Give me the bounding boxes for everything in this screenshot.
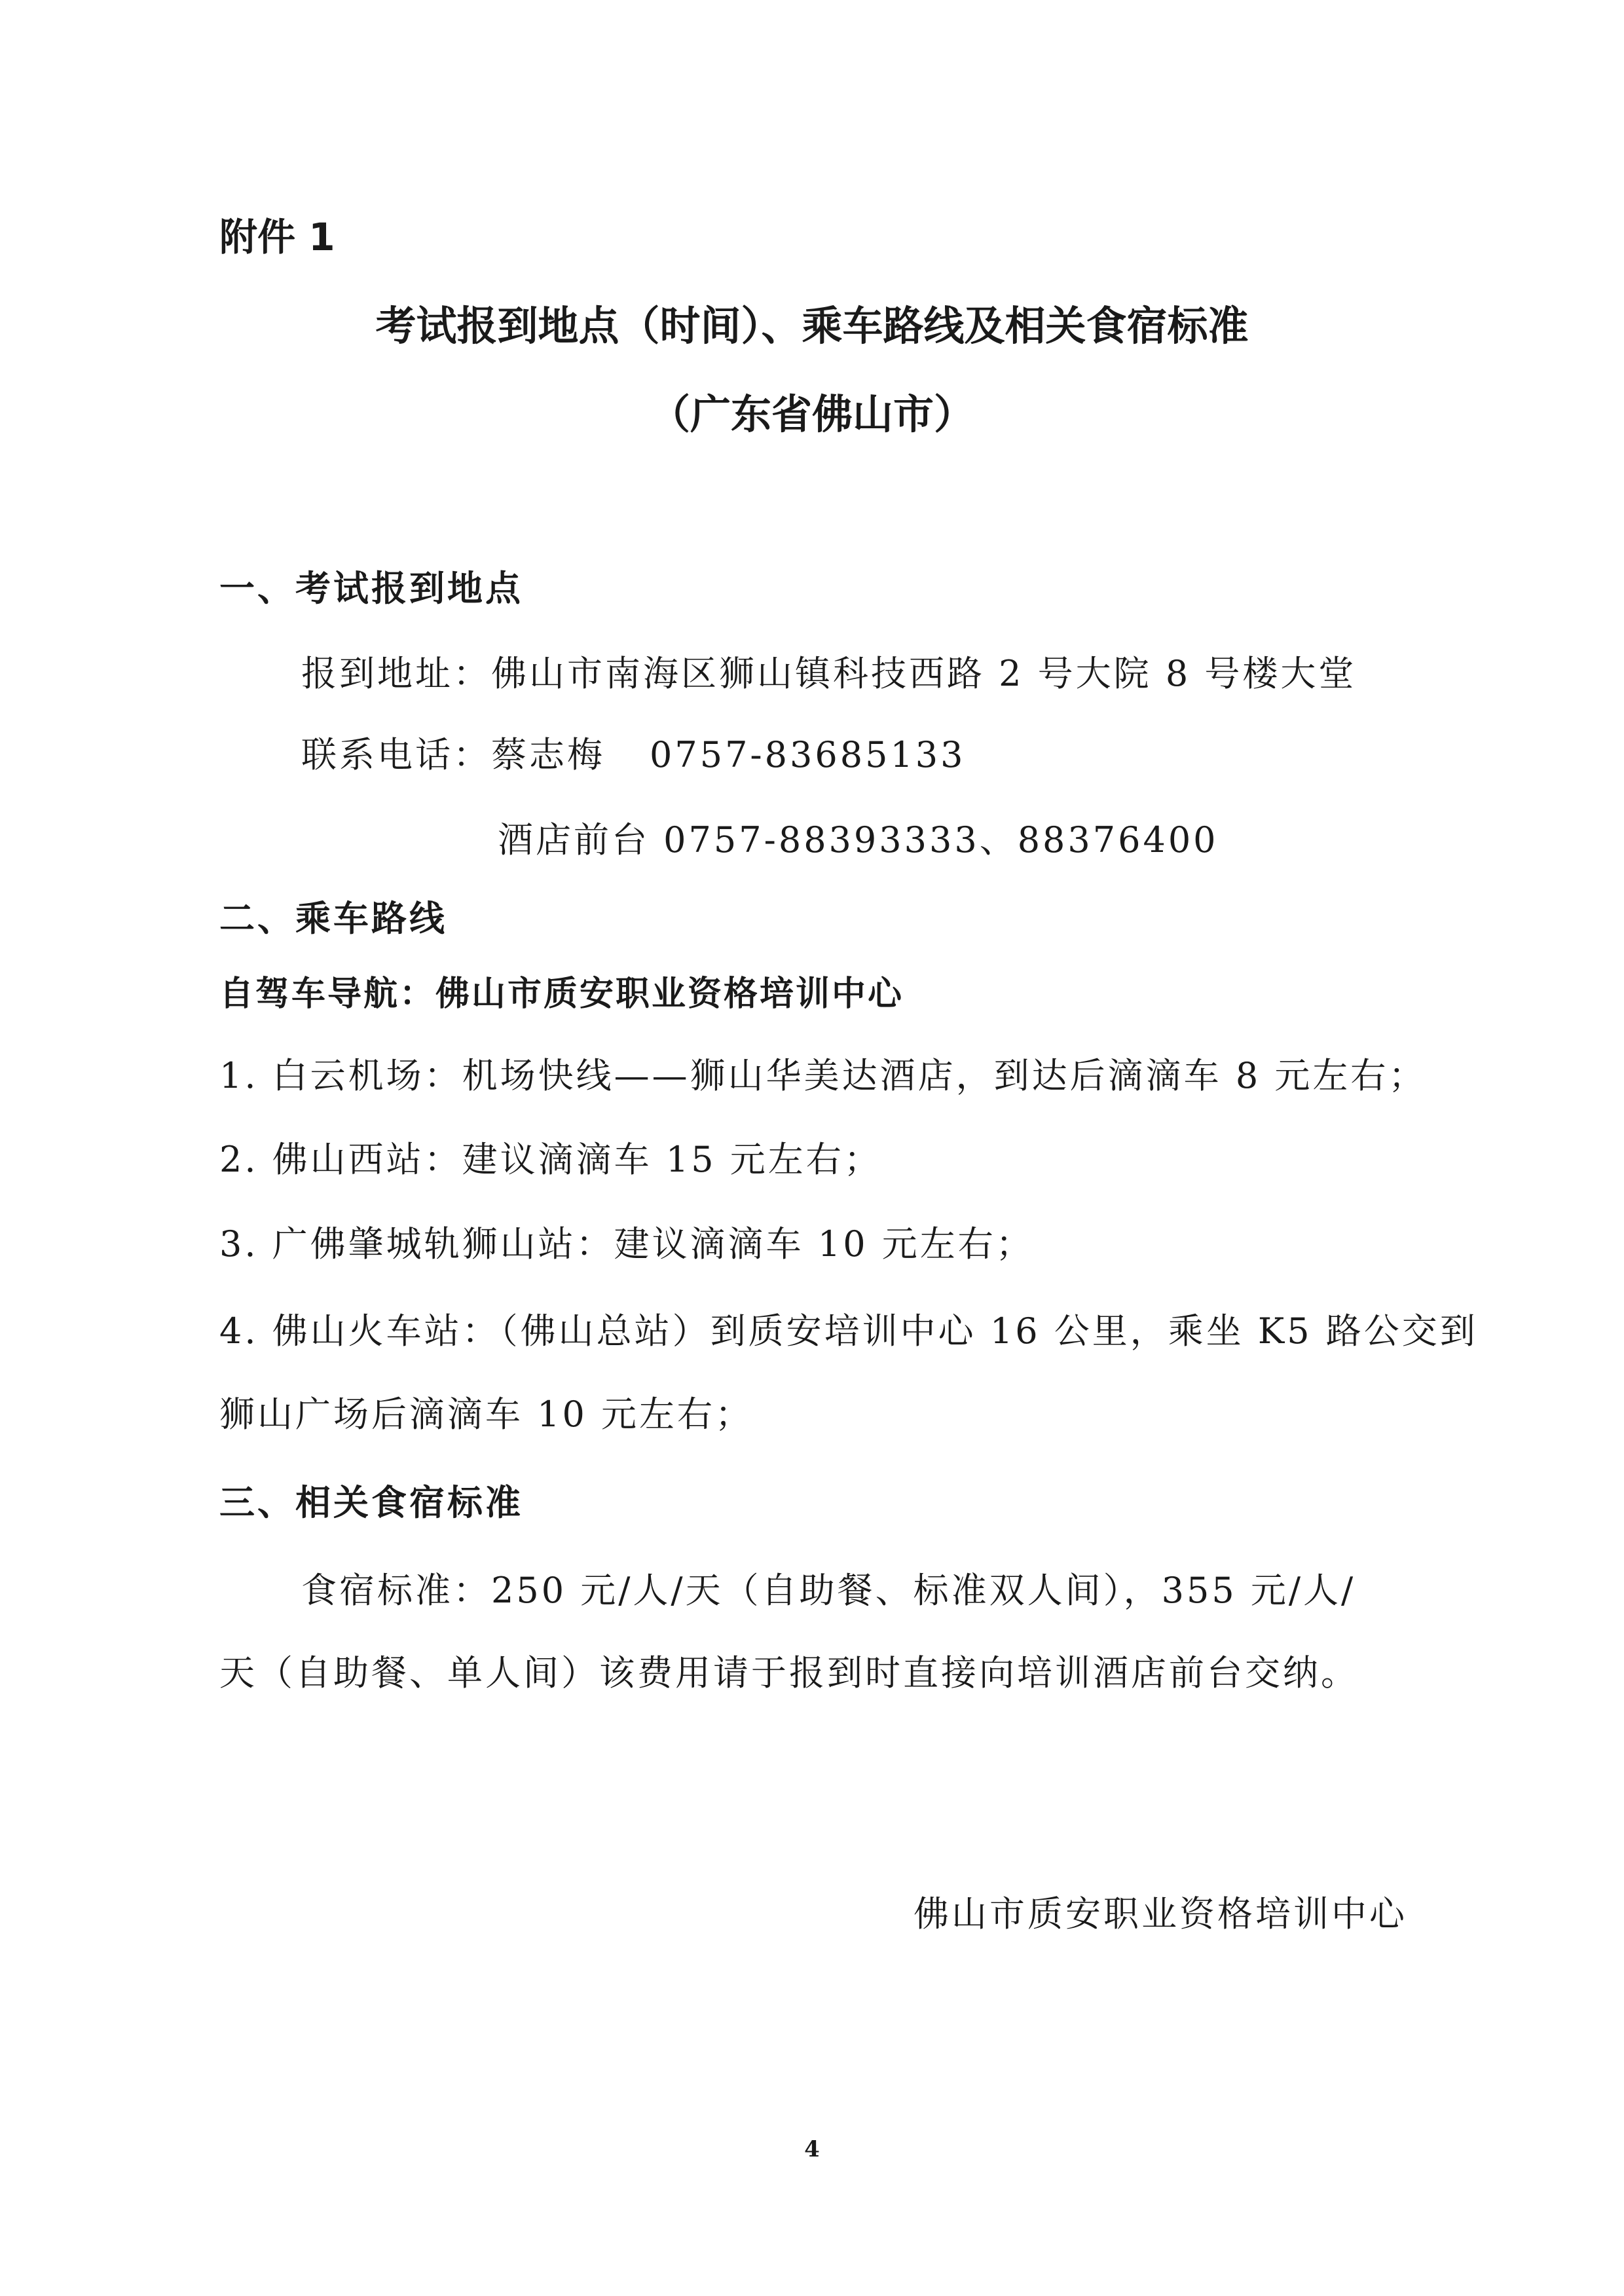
contact-name: 联系电话：蔡志梅: [301, 734, 605, 775]
hotel-phone: 酒店前台 0757-88393333、88376400: [498, 819, 1219, 861]
route-item: 2. 佛山西站：建议滴滴车 15 元左右；: [219, 1139, 882, 1180]
accommodation-standard: 食宿标准：250 元/人/天（自助餐、标准双人间），355 元/人/: [301, 1570, 1356, 1611]
attachment-label: 附件 1: [219, 215, 335, 259]
contact-line: [301, 727, 966, 777]
navigation-destination: 自驾车导航：佛山市质安职业资格培训中心: [219, 974, 904, 1014]
section-heading-routes: 二、乘车路线: [219, 897, 447, 939]
document-title: 考试报到地点（时间）、乘车路线及相关食宿标准: [375, 302, 1249, 350]
issuer-signature: 佛山市质安职业资格培训中心: [913, 1893, 1407, 1935]
section-heading-registration: 一、考试报到地点: [219, 567, 523, 609]
registration-address: 报到地址：佛山市南海区狮山镇科技西路 2 号大院 8 号楼大堂: [301, 653, 1357, 694]
contact-phone: 0757-83685133: [650, 734, 966, 775]
route-item: 3. 广佛肇城轨狮山站：建议滴滴车 10 元左右；: [219, 1223, 1034, 1265]
route-item-continued: 狮山广场后滴滴车 10 元左右；: [219, 1394, 754, 1435]
section-heading-accommodation: 三、相关食宿标准: [219, 1481, 523, 1523]
accommodation-standard-continued: 天（自助餐、单人间）该费用请于报到时直接向培训酒店前台交纳。: [219, 1652, 1359, 1694]
route-item: 1. 白云机场：机场快线——狮山华美达酒店，到达后滴滴车 8 元左右；: [219, 1055, 1427, 1096]
document-subtitle: （广东省佛山市）: [649, 390, 974, 438]
page-number: 4: [804, 2136, 820, 2162]
route-item: 4. 佛山火车站：（佛山总站）到质安培训中心 16 公里，乘坐 K5 路公交到: [219, 1310, 1478, 1352]
